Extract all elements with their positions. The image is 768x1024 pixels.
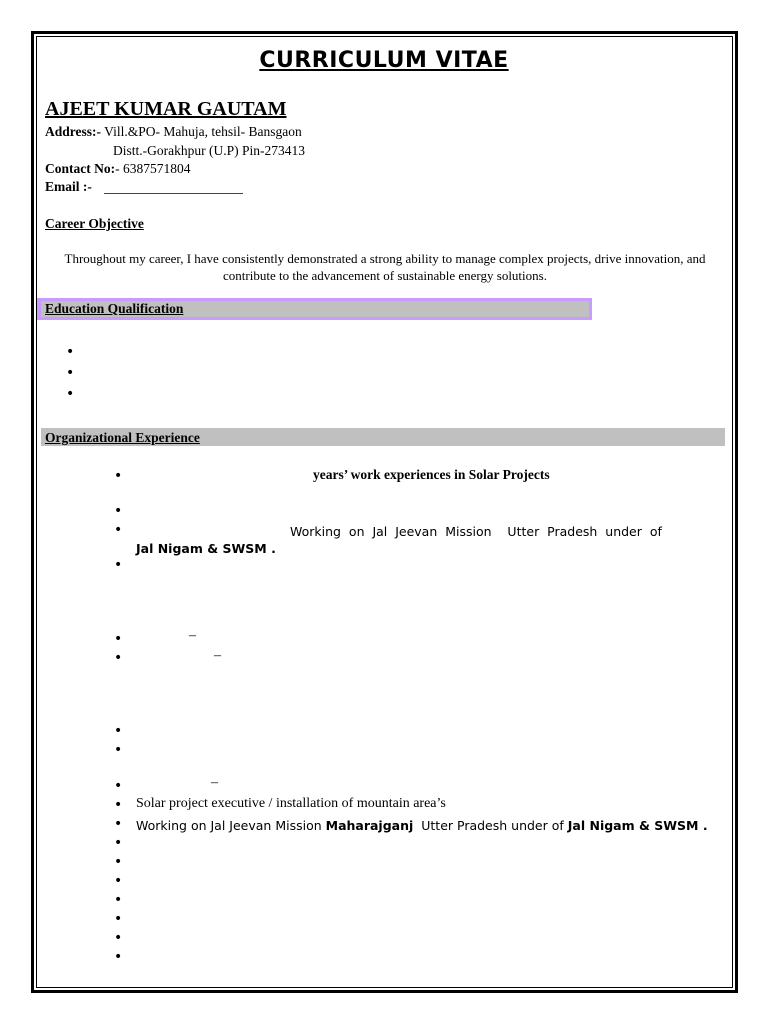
career-objective-text: Throughout my career, I have consistently demonstrated a strong ability to manage complex projects, drive innovation, and contribute to the advancement of sustainable energy solutions. (64, 251, 706, 283)
experience-bullet: • (114, 930, 123, 946)
contact-label: Contact No: (45, 161, 116, 176)
contact-value: - 6387571804 (115, 161, 191, 176)
jjm-text-line-1: Working on Jal Jeevan Mission Utter Pradesh under of (290, 524, 662, 539)
address-line-2: Distt.-Gorakhpur (U.P) Pin-273413 (113, 143, 305, 158)
jjm-maharajganj-text (136, 818, 708, 833)
education-bullet: • (66, 344, 75, 360)
experience-bullet: • (114, 873, 123, 889)
experience-bullet: • (114, 650, 123, 666)
experience-bullet: • (114, 892, 123, 908)
experience-bullet: • (114, 468, 123, 484)
dash: – (189, 628, 196, 643)
education-bullet: • (66, 365, 75, 381)
candidate-name: AJEET KUMAR GAUTAM (45, 98, 287, 120)
jjm2-district: Maharajganj (325, 818, 414, 833)
experience-bullet: • (114, 816, 123, 832)
solar-executive-text: Solar project executive / installation of mountain area’s (136, 796, 446, 811)
email-blank-link[interactable] (104, 193, 243, 194)
page-border-inner (36, 36, 733, 988)
experience-bullet: • (114, 557, 123, 573)
experience-bullet: • (114, 797, 123, 813)
experience-bullet: • (114, 503, 123, 519)
experience-bullet: • (114, 723, 123, 739)
experience-bullet: • (114, 631, 123, 647)
address-label: Address:- (45, 124, 102, 139)
experience-bullet: • (114, 854, 123, 870)
address-line-1 (45, 124, 302, 140)
experience-bullet: • (114, 522, 123, 538)
education-bullet: • (66, 386, 75, 402)
career-objective-heading: Career Objective (45, 216, 144, 231)
experience-bullet: • (114, 911, 123, 927)
experience-bullet: • (114, 778, 123, 794)
experience-bullet: • (114, 949, 123, 965)
solar-experience-text: years’ work experiences in Solar Projects (313, 467, 550, 482)
jjm2-org: Jal Nigam & SWSM . (567, 818, 708, 833)
document-title: CURRICULUM VITAE (259, 48, 509, 73)
contact-line (45, 161, 191, 177)
experience-bullet: • (114, 742, 123, 758)
jjm2-part-a: Working on Jal Jeevan Mission (136, 818, 326, 833)
address-value: Vill.&PO- Mahuja, tehsil- Bansgaon (101, 124, 302, 139)
experience-heading: Organizational Experience (45, 430, 200, 445)
jjm-text-line-2: Jal Nigam & SWSM . (136, 541, 276, 556)
email-label: Email :- (45, 179, 92, 194)
dash: – (211, 775, 218, 790)
education-heading: Education Qualification (45, 301, 184, 316)
dash: – (214, 648, 221, 663)
experience-bullet: • (114, 835, 123, 851)
jjm2-part-c: Utter Pradesh under of (413, 818, 568, 833)
